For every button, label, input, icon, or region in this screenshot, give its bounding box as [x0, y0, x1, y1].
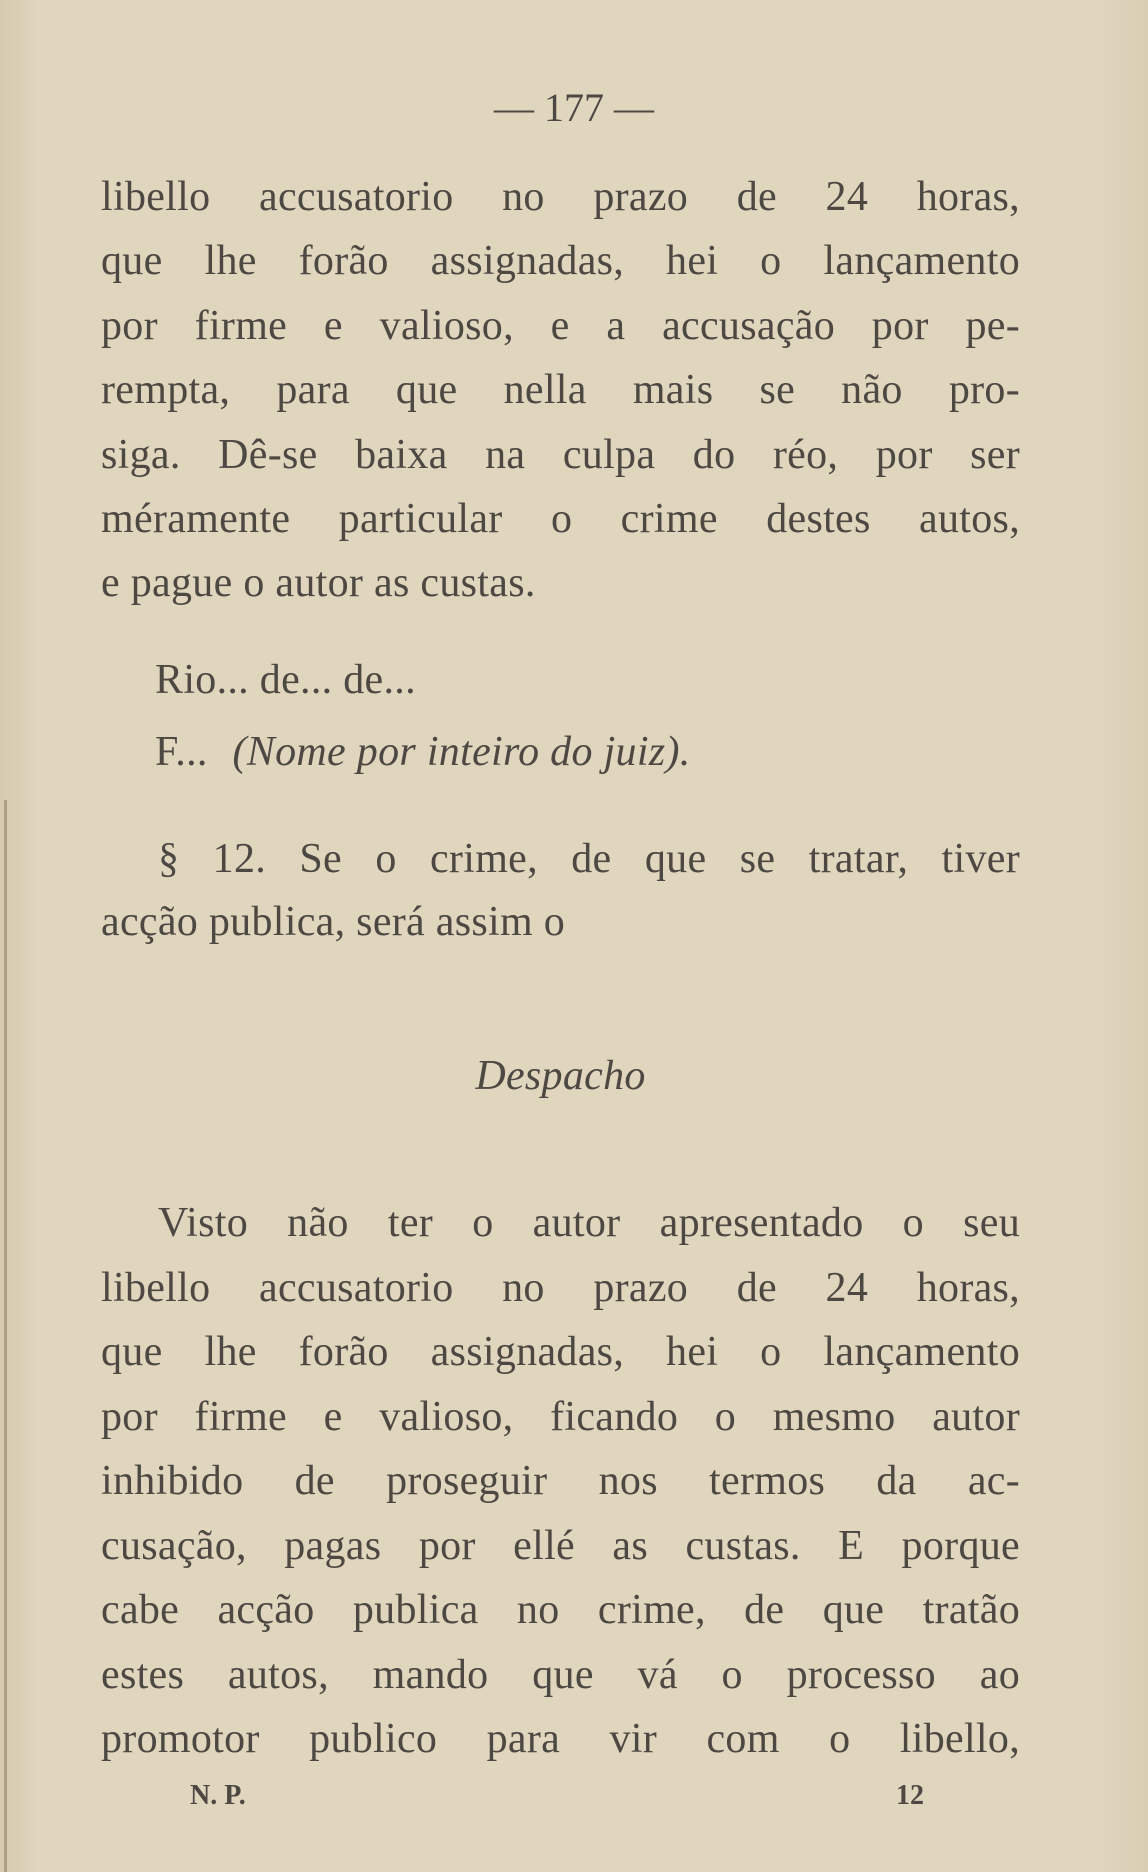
text-line: cusação, pagas por ellé as custas. E porque — [101, 1523, 1020, 1569]
signature-prefix: F... — [155, 729, 208, 775]
text-line: rempta, para que nella mais se não pro- — [101, 367, 1020, 413]
section-line: acção publica, será assim o — [101, 899, 566, 945]
signature-note: (Nome por inteiro do juiz). — [232, 729, 691, 775]
text-line: libello accusatorio no prazo de 24 horas, — [101, 1265, 1020, 1311]
text-line: méramente particular o crime destes autos, — [101, 496, 1020, 542]
sheet-number: 12 — [896, 1780, 924, 1811]
place-date: Rio... de... de... — [155, 657, 416, 703]
text-line: e pague o autor as custas. — [101, 560, 536, 606]
signature-line — [155, 727, 1074, 777]
text-line: promotor publico para vir com o libello, — [101, 1716, 1020, 1762]
text-line: libello accusatorio no prazo de 24 horas, — [101, 174, 1020, 220]
text-line: cabe acção publica no crime, de que tratão — [101, 1587, 1020, 1633]
text-line: que lhe forão assignadas, hei o lançamento — [101, 1329, 1020, 1375]
section-heading: Despacho — [475, 1053, 646, 1099]
signature-mark: N. P. — [190, 1780, 246, 1811]
text-line: que lhe forão assignadas, hei o lançamento — [101, 238, 1020, 284]
text-line: inhibido de proseguir nos termos da ac- — [101, 1458, 1020, 1504]
text-line: Visto não ter o autor apresentado o seu — [158, 1200, 1020, 1246]
page-edge-shadow — [4, 800, 7, 1872]
page-number: — 177 — — [494, 85, 654, 130]
section-line: § 12. Se o crime, de que se tratar, tiver — [158, 836, 1020, 882]
text-line: siga. Dê-se baixa na culpa do réo, por ser — [101, 432, 1020, 478]
text-line: estes autos, mando que vá o processo ao — [101, 1652, 1020, 1698]
text-line: por firme e valioso, ficando o mesmo autor — [101, 1394, 1020, 1440]
text-line: por firme e valioso, e a accusação por pe- — [101, 303, 1020, 349]
